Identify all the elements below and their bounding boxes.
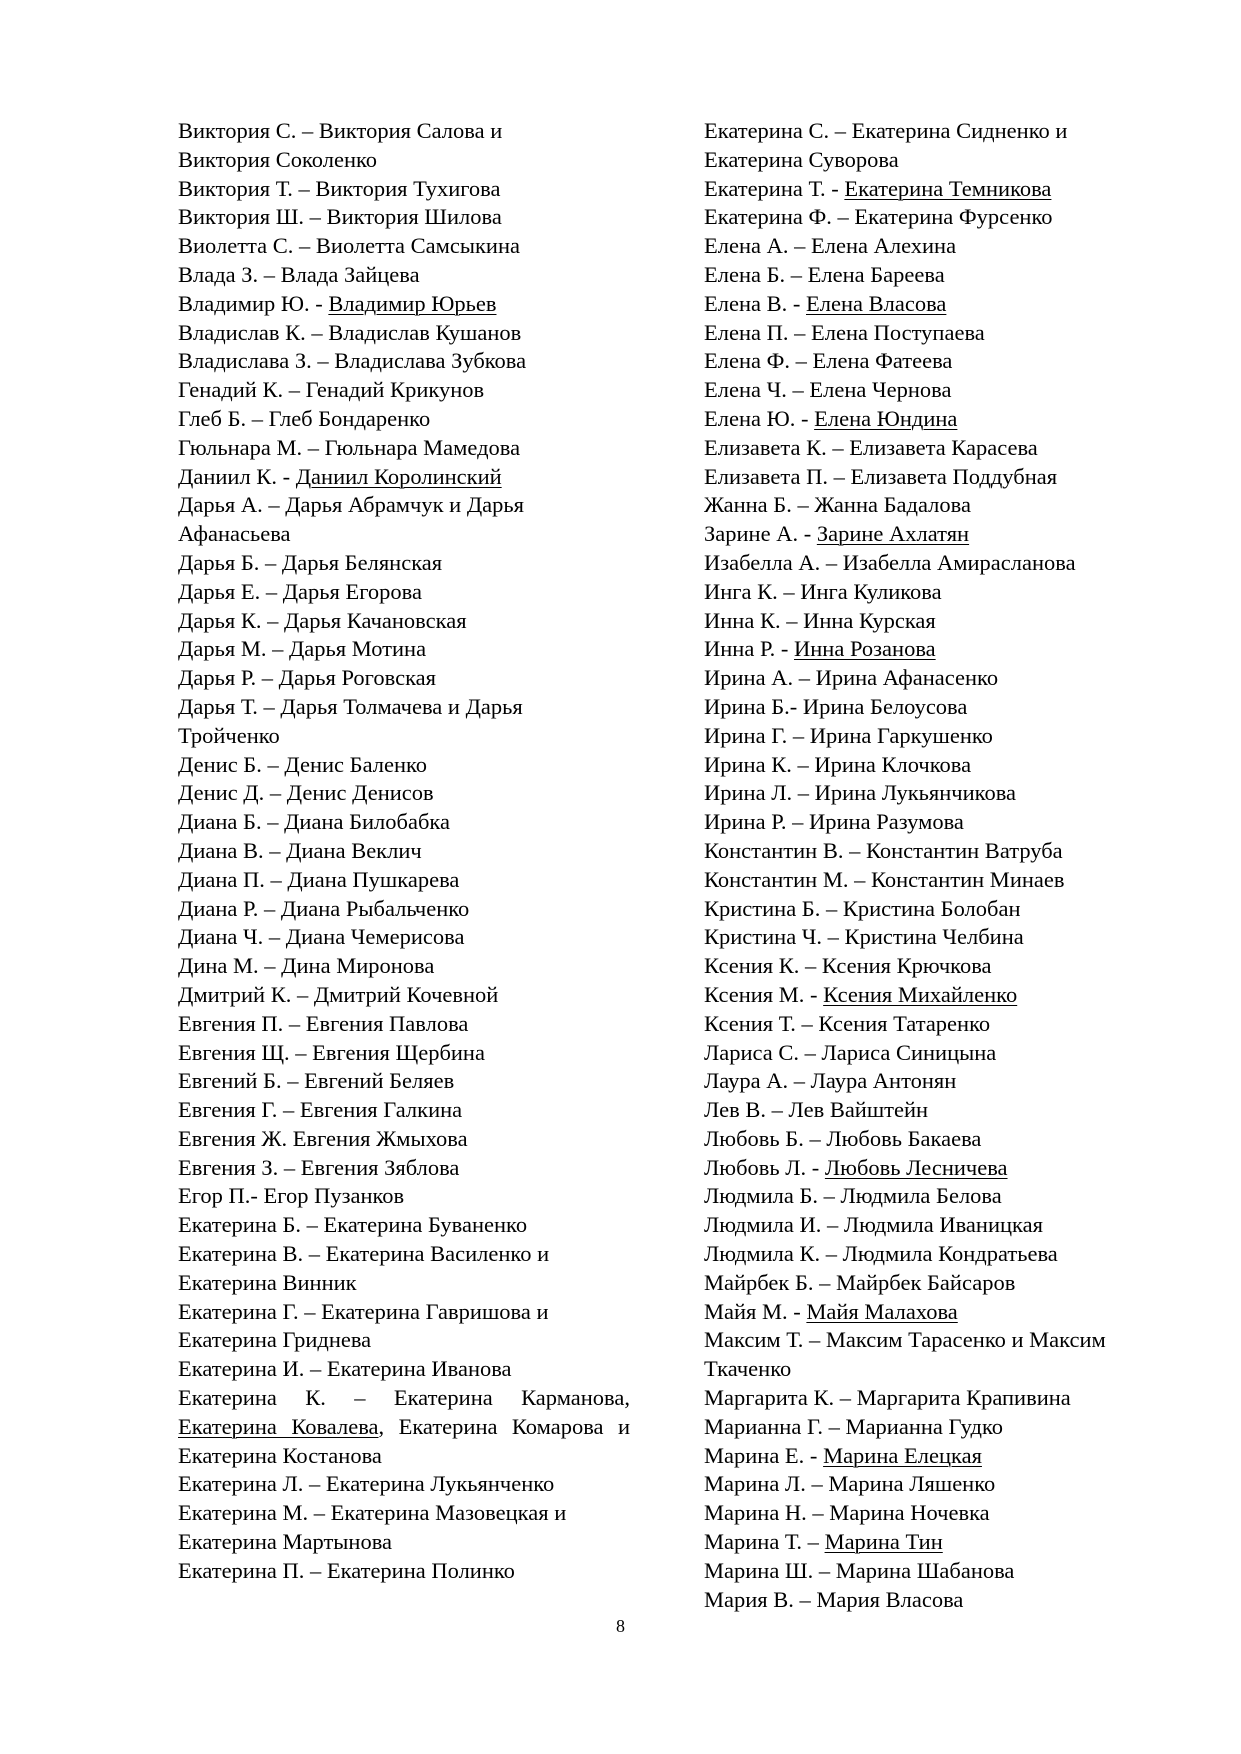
entry-text: Виктория Ш. – Виктория Шилова [178, 204, 502, 230]
list-item [704, 722, 1156, 751]
entry-text: Ирина Р. – Ирина Разумова [704, 809, 964, 835]
list-item [178, 1039, 630, 1068]
underlined-name: Елена Власова [806, 290, 947, 316]
list-item [704, 376, 1156, 405]
list-item [704, 1384, 1156, 1413]
entry-text: Даниил К. - [178, 463, 296, 489]
list-item [704, 635, 1156, 664]
right-column [704, 117, 1156, 1614]
entry-text: Майрбек Б. – Майрбек Байсаров [704, 1269, 1016, 1295]
entry-text: , Екатерина Комарова и Екатерина Костанова [178, 1413, 630, 1468]
list-item [704, 664, 1156, 693]
list-item [704, 1039, 1156, 1068]
entry-text: Константин В. – Константин Ватруба [704, 837, 1063, 863]
entry-text: Ирина А. – Ирина Афанасенко [704, 665, 999, 691]
list-item [704, 175, 1156, 204]
entry-text: Людмила К. – Людмила Кондратьева [704, 1241, 1058, 1267]
list-item [704, 491, 1156, 520]
list-item [704, 1182, 1156, 1211]
entry-text: Дарья Т. – Дарья Толмачева и Дарья Тройченко [178, 693, 523, 748]
underlined-name: Марина Елецкая [823, 1442, 982, 1468]
entry-text: Лариса С. – Лариса Синицына [704, 1039, 997, 1065]
list-item [704, 434, 1156, 463]
list-item [178, 434, 630, 463]
entry-text: Константин М. – Константин Минаев [704, 866, 1065, 892]
entry-text: Екатерина Г. – Екатерина Гавришова и Екатерина Гриднева [178, 1298, 549, 1353]
list-item [178, 866, 630, 895]
list-item [178, 607, 630, 636]
list-item [178, 1557, 630, 1586]
list-item [178, 203, 630, 232]
underlined-name: Ксения Михайленко [823, 981, 1018, 1007]
entry-text: Владислава З. – Владислава Зубкова [178, 348, 527, 374]
entry-text: Инна К. – Инна Курская [704, 607, 936, 633]
entry-text: Изабелла А. – Изабелла Амирасланова [704, 549, 1076, 575]
list-item [704, 203, 1156, 232]
entry-text: Дарья Р. – Дарья Роговская [178, 665, 436, 691]
list-item [178, 751, 630, 780]
entry-text: Дарья М. – Дарья Мотина [178, 636, 427, 662]
entry-text: Евгений Б. – Евгений Беляев [178, 1068, 455, 1094]
entry-text: Екатерина С. – Екатерина Сидненко и Екатерина Суворова [704, 118, 1068, 172]
list-item [704, 520, 1156, 549]
list-item [704, 261, 1156, 290]
list-item [178, 664, 630, 693]
list-item [704, 895, 1156, 924]
list-item [178, 1211, 630, 1240]
underlined-name: Майя Малахова [806, 1298, 958, 1324]
entry-text: Дина М. – Дина Миронова [178, 953, 435, 979]
entry-text: Елена Ф. – Елена Фатеева [704, 348, 953, 374]
entry-text: Марина Е. - [704, 1442, 824, 1468]
entry-text: Инга К. – Инга Куликова [704, 578, 942, 604]
entry-text: Екатерина П. – Екатерина Полинко [178, 1557, 515, 1583]
entry-text: Мария В. – Мария Власова [704, 1586, 964, 1612]
list-item [704, 1269, 1156, 1298]
list-item [178, 1096, 630, 1125]
underlined-name: Марина Тин [824, 1529, 943, 1555]
list-item [178, 779, 630, 808]
entry-text: Екатерина Т. - [704, 175, 845, 201]
underlined-name: Инна Розанова [794, 636, 936, 662]
entry-text: Виолетта С. – Виолетта Самсыкина [178, 233, 521, 259]
entry-text: Владимир Ю. - [178, 290, 329, 316]
entry-text: Елена В. - [704, 290, 806, 316]
entry-text: Екатерина М. – Екатерина Мазовецкая и Екатерина Мартынова [178, 1500, 567, 1555]
underlined-name: Владимир Юрьев [328, 290, 497, 316]
entry-text: Евгения Щ. – Евгения Щербина [178, 1039, 485, 1065]
list-item [178, 578, 630, 607]
list-item [178, 491, 578, 549]
list-item [704, 1067, 1156, 1096]
entry-text: Ксения М. - [704, 981, 824, 1007]
list-item [178, 1182, 630, 1211]
entry-text: Лаура А. – Лаура Антонян [704, 1068, 957, 1094]
list-item [178, 1010, 630, 1039]
list-item [178, 117, 508, 175]
list-item [178, 1470, 630, 1499]
list-item [178, 1499, 630, 1557]
entry-text: Ирина Л. – Ирина Лукьянчикова [704, 780, 1017, 806]
underlined-name: Елена Юндина [814, 405, 958, 431]
entry-text: Кристина Ч. – Кристина Челбина [704, 924, 1024, 950]
list-item [178, 1240, 618, 1298]
left-column [178, 117, 630, 1586]
underlined-name: Даниил Королинский [295, 463, 502, 489]
list-item [178, 895, 630, 924]
entry-text: Инна Р. - [704, 636, 795, 662]
entry-text: Марианна Г. – Марианна Гудко [704, 1413, 1003, 1439]
list-item [178, 635, 630, 664]
list-item [704, 578, 1156, 607]
entry-text: Екатерина Л. – Екатерина Лукьянченко [178, 1471, 555, 1497]
list-item [704, 1442, 1156, 1471]
list-item [704, 981, 1156, 1010]
list-item [178, 463, 630, 492]
entry-text: Евгения Ж. Евгения Жмыхова [178, 1125, 468, 1151]
list-item [178, 1125, 630, 1154]
entry-text: Елизавета П. – Елизавета Поддубная [704, 463, 1058, 489]
entry-text: Диана В. – Диана Веклич [178, 837, 422, 863]
entry-text: Дарья К. – Дарья Качановская [178, 607, 467, 633]
list-item [178, 405, 630, 434]
list-item [704, 1499, 1156, 1528]
list-item [178, 693, 578, 751]
entry-text: Зарине А. - [704, 521, 817, 547]
entry-text: Виктория Т. – Виктория Тухигова [178, 175, 501, 201]
entry-text: Любовь Л. - [704, 1154, 825, 1180]
list-item [704, 1125, 1156, 1154]
list-item [704, 1154, 1156, 1183]
list-item [178, 1355, 630, 1384]
entry-text: Екатерина В. – Екатерина Василенко и Екатерина Винник [178, 1241, 550, 1295]
entry-text: Жанна Б. – Жанна Бадалова [704, 492, 971, 518]
list-item [704, 290, 1156, 319]
list-item [178, 923, 630, 952]
entry-text: Виктория С. – Виктория Салова и Виктория Соколенко [178, 118, 503, 172]
underlined-name: Екатерина Темникова [844, 175, 1052, 201]
entry-text: Евгения З. – Евгения Зяблова [178, 1154, 460, 1180]
list-item [704, 1298, 1156, 1327]
list-item [704, 1240, 1156, 1269]
list-item [178, 1298, 618, 1356]
underlined-name: Екатерина Ковалева [178, 1413, 379, 1439]
entry-text: Екатерина Ф. – Екатерина Фурсенко [704, 204, 1053, 230]
entry-text: Гюльнара М. – Гюльнара Мамедова [178, 434, 521, 460]
list-item [704, 693, 1156, 722]
entry-text: Елена Б. – Елена Бареева [704, 261, 945, 287]
entry-text: Майя М. - [704, 1298, 807, 1324]
entry-text: Генадий К. – Генадий Крикунов [178, 377, 485, 403]
list-item [704, 607, 1156, 636]
entry-text: Егор П.- Егор Пузанков [178, 1183, 405, 1209]
list-item [178, 175, 630, 204]
underlined-name: Любовь Лесничева [824, 1154, 1008, 1180]
entry-text: Ксения Т. – Ксения Татаренко [704, 1010, 991, 1036]
entry-text: Ирина Б.- Ирина Белоусова [704, 693, 968, 719]
list-item [704, 779, 1156, 808]
entry-text: Екатерина И. – Екатерина Иванова [178, 1356, 512, 1382]
list-item [178, 837, 630, 866]
entry-text: Кристина Б. – Кристина Болобан [704, 895, 1021, 921]
list-item [178, 261, 630, 290]
entry-text: Диана П. – Диана Пушкарева [178, 866, 460, 892]
list-item [178, 290, 630, 319]
list-item [704, 1211, 1156, 1240]
entry-text: Марина Ш. – Марина Шабанова [704, 1557, 1015, 1583]
list-item [704, 117, 1134, 175]
entry-text: Марина Н. – Марина Ночевка [704, 1500, 990, 1526]
entry-text: Дмитрий К. – Дмитрий Кочевной [178, 981, 499, 1007]
list-item [178, 232, 630, 261]
list-item [178, 952, 630, 981]
list-item [704, 463, 1156, 492]
entry-text: Елена Ю. - [704, 405, 815, 431]
entry-text: Владислав К. – Владислав Кушанов [178, 319, 522, 345]
list-item [178, 808, 630, 837]
list-item [704, 866, 1156, 895]
entry-text: Денис Б. – Денис Баленко [178, 751, 428, 777]
list-item [704, 1528, 1156, 1557]
list-item [704, 1326, 1114, 1384]
entry-text: Екатерина К. – Екатерина Карманова, [178, 1385, 630, 1411]
entry-text: Любовь Б. – Любовь Бакаева [704, 1125, 982, 1151]
entry-text: Марина Т. – [704, 1529, 825, 1555]
list-item [178, 1067, 630, 1096]
underlined-name: Зарине Ахлатян [816, 521, 970, 547]
list-item [178, 1384, 630, 1470]
entry-text: Глеб Б. – Глеб Бондаренко [178, 405, 431, 431]
list-item [704, 1557, 1156, 1586]
list-item [178, 1154, 630, 1183]
list-item [178, 376, 630, 405]
entry-text: Елена П. – Елена Поступаева [704, 319, 985, 345]
entry-text: Елизавета К. – Елизавета Карасева [704, 434, 1038, 460]
entry-text: Марина Л. – Марина Ляшенко [704, 1471, 996, 1497]
entry-text: Максим Т. – Максим Тарасенко и Максим Ткаченко [704, 1327, 1106, 1382]
entry-text: Екатерина Б. – Екатерина Буваненко [178, 1212, 528, 1238]
entry-text: Ирина Г. – Ирина Гаркушенко [704, 722, 993, 748]
entry-text: Влада З. – Влада Зайцева [178, 261, 420, 287]
entry-text: Елена А. – Елена Алехина [704, 233, 957, 259]
entry-text: Дарья Б. – Дарья Белянская [178, 549, 443, 575]
list-item [704, 837, 1156, 866]
list-item [178, 319, 630, 348]
entry-text: Ксения К. – Ксения Крючкова [704, 953, 992, 979]
entry-text: Диана Ч. – Диана Чемерисова [178, 924, 465, 950]
entry-text: Маргарита К. – Маргарита Крапивина [704, 1385, 1071, 1411]
list-item [704, 1470, 1156, 1499]
list-item [704, 1096, 1156, 1125]
list-item [704, 1586, 1156, 1615]
list-item [178, 981, 630, 1010]
entry-text: Дарья Е. – Дарья Егорова [178, 578, 422, 604]
list-item [178, 347, 630, 376]
entry-text: Евгения П. – Евгения Павлова [178, 1010, 469, 1036]
list-item [704, 232, 1156, 261]
entry-text: Денис Д. – Денис Денисов [178, 780, 434, 806]
page-number: 8 [616, 1616, 625, 1636]
entry-text: Дарья А. – Дарья Абрамчук и Дарья Афанасьева [178, 492, 525, 547]
list-item [704, 405, 1156, 434]
entry-text: Евгения Г. – Евгения Галкина [178, 1097, 463, 1123]
entry-text: Людмила И. – Людмила Иваницкая [704, 1212, 1043, 1238]
entry-text: Диана Р. – Диана Рыбальченко [178, 895, 470, 921]
list-item [704, 751, 1156, 780]
list-item [704, 952, 1156, 981]
entry-text: Людмила Б. – Людмила Белова [704, 1183, 1002, 1209]
list-item [178, 549, 630, 578]
entry-text: Елена Ч. – Елена Чернова [704, 377, 952, 403]
entry-text: Ирина К. – Ирина Клочкова [704, 751, 972, 777]
list-item [704, 319, 1156, 348]
entry-text: Диана Б. – Диана Билобабка [178, 809, 450, 835]
list-item [704, 808, 1156, 837]
list-item [704, 549, 1156, 578]
list-item [704, 1413, 1156, 1442]
list-item [704, 923, 1156, 952]
entry-text: Лев В. – Лев Вайштейн [704, 1097, 929, 1123]
list-item [704, 1010, 1156, 1039]
list-item [704, 347, 1156, 376]
